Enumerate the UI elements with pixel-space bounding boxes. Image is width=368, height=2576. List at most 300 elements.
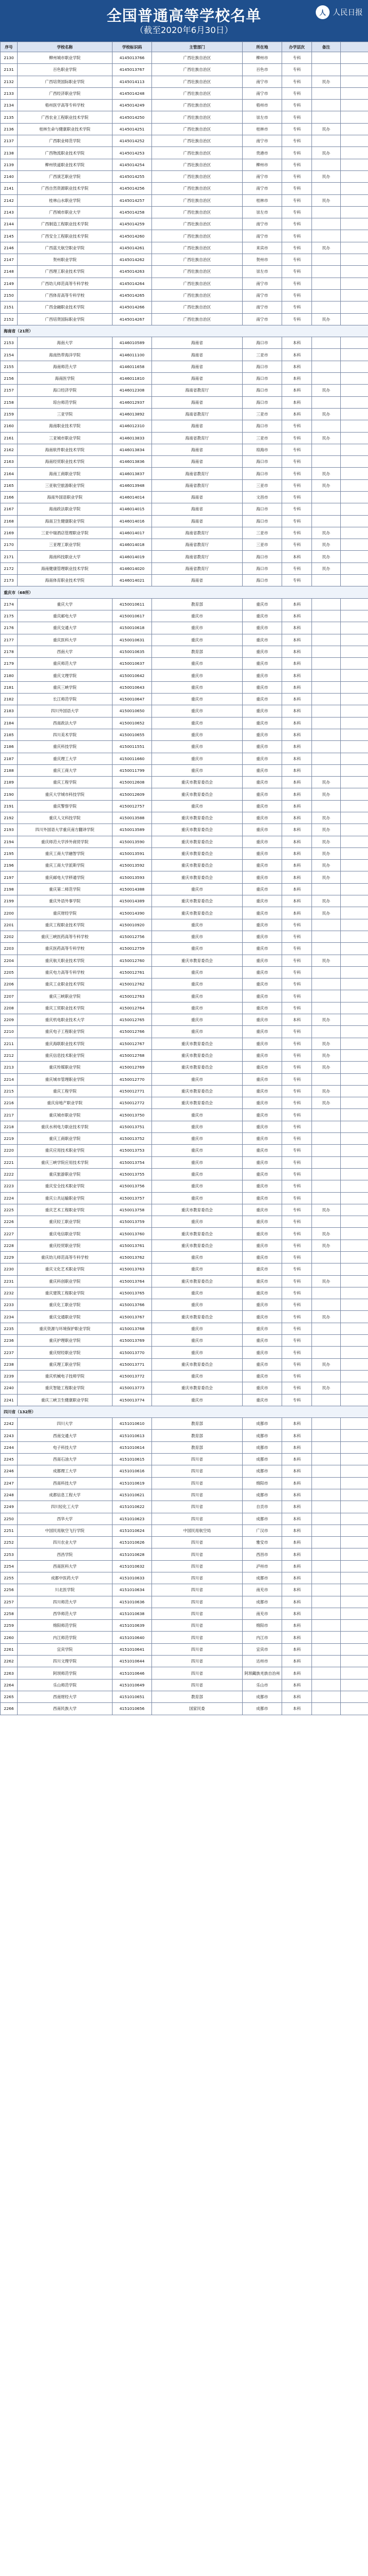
cell-level: 专科 — [282, 1323, 312, 1334]
cell-name: 广西职业师范学院 — [18, 135, 113, 147]
cell-blank — [341, 1002, 368, 1014]
cell-dept: 海南省 — [152, 456, 243, 468]
cell-level: 专科 — [282, 1275, 312, 1287]
cell-no: 2255 — [1, 1572, 18, 1584]
cell-note: 民办 — [312, 812, 341, 824]
cell-blank — [341, 1620, 368, 1632]
cell-dept: 重庆市 — [152, 658, 243, 670]
cell-dept: 重庆市 — [152, 1251, 243, 1263]
cell-name: 重庆医药高等专科学校 — [18, 943, 113, 955]
cell-level: 专科 — [282, 1394, 312, 1406]
cell-code: 4150012756 — [113, 931, 152, 942]
cell-no: 2136 — [1, 123, 18, 135]
cell-no: 2246 — [1, 1465, 18, 1477]
section-row — [1, 325, 368, 337]
cell-blank — [341, 871, 368, 883]
cell-code: 4150013762 — [113, 1251, 152, 1263]
cell-level: 专科 — [282, 301, 312, 313]
cell-no: 2188 — [1, 764, 18, 776]
cell-level: 本科 — [282, 361, 312, 372]
cell-blank — [341, 1121, 368, 1132]
cell-name: 重庆科技学院 — [18, 741, 113, 753]
cell-code: 4150010631 — [113, 634, 152, 646]
cell-note — [312, 183, 341, 194]
table-row — [1, 1085, 368, 1097]
cell-loc: 南宁市 — [243, 135, 282, 147]
cell-note: 民办 — [312, 955, 341, 966]
cell-level: 专科 — [282, 1251, 312, 1263]
cell-dept: 教育部 — [152, 598, 243, 610]
cell-note — [312, 1299, 341, 1311]
cell-no: 2232 — [1, 1287, 18, 1299]
cell-note — [312, 87, 341, 99]
cell-loc: 重庆市 — [243, 824, 282, 836]
cell-blank — [341, 135, 368, 147]
cell-no: 2248 — [1, 1489, 18, 1501]
cell-level: 本科 — [282, 1596, 312, 1608]
cell-level: 专科 — [282, 1204, 312, 1216]
cell-dept: 重庆市教育委员会 — [152, 1228, 243, 1240]
cell-loc: 文昌市 — [243, 491, 282, 503]
cell-level: 专科 — [282, 1358, 312, 1370]
cell-loc: 重庆市 — [243, 634, 282, 646]
table-row — [1, 432, 368, 444]
page-title: 全国普通高等学校名单 — [106, 7, 261, 25]
cell-name: 重庆电子工程职业学院 — [18, 1026, 113, 1038]
cell-name: 海南大学 — [18, 337, 113, 349]
cell-loc: 南宁市 — [243, 230, 282, 242]
cell-loc: 重庆市 — [243, 694, 282, 705]
cell-code: 4146012308 — [113, 385, 152, 396]
cell-dept: 重庆市教育委员会 — [152, 907, 243, 919]
cell-note: 民办 — [312, 1240, 341, 1251]
cell-blank — [341, 503, 368, 515]
cell-loc: 重庆市 — [243, 1382, 282, 1394]
cell-dept: 重庆市 — [152, 966, 243, 978]
table-row — [1, 111, 368, 123]
cell-code: 4145014113 — [113, 76, 152, 87]
cell-note — [312, 1489, 341, 1501]
cell-loc: 成都市 — [243, 1513, 282, 1525]
table-row — [1, 527, 368, 539]
cell-loc: 三亚市 — [243, 408, 282, 420]
cell-level: 专科 — [282, 1062, 312, 1073]
cell-level: 本科 — [282, 646, 312, 657]
cell-name: 广西蓝天航空职业学院 — [18, 242, 113, 254]
cell-loc: 重庆市 — [243, 907, 282, 919]
cell-loc: 达州市 — [243, 1656, 282, 1667]
table-row — [1, 183, 368, 194]
cell-blank — [341, 373, 368, 385]
cell-loc: 重庆市 — [243, 1251, 282, 1263]
cell-level: 专科 — [282, 539, 312, 551]
cell-note — [312, 1026, 341, 1038]
cell-note — [312, 800, 341, 812]
cell-loc: 贺州市 — [243, 254, 282, 266]
cell-name: 广西城市职业大学 — [18, 206, 113, 218]
cell-level: 本科 — [282, 1620, 312, 1632]
cell-blank — [341, 1251, 368, 1263]
table-row — [1, 1192, 368, 1204]
cell-name: 重庆三峡学院 — [18, 681, 113, 693]
cell-level: 专科 — [282, 1121, 312, 1132]
cell-note — [312, 717, 341, 729]
table-row — [1, 385, 368, 396]
cell-name: 重庆房地产职业学院 — [18, 1097, 113, 1109]
cell-code: 4150010643 — [113, 681, 152, 693]
cell-no: 2165 — [1, 479, 18, 491]
table-row — [1, 349, 368, 361]
cell-blank — [341, 1454, 368, 1465]
cell-name: 重庆城市职业学院 — [18, 1109, 113, 1121]
cell-no: 2193 — [1, 824, 18, 836]
cell-loc: 梧州市 — [243, 100, 282, 111]
cell-level: 专科 — [282, 278, 312, 289]
cell-dept: 海南省 — [152, 337, 243, 349]
cell-name: 重庆工程职业技术学院 — [18, 919, 113, 931]
cell-code: 4145014267 — [113, 313, 152, 325]
cell-name: 海南科技职业大学 — [18, 551, 113, 563]
cell-code: 4150013589 — [113, 824, 152, 836]
cell-dept: 四川省 — [152, 1465, 243, 1477]
cell-blank — [341, 598, 368, 610]
cell-dept: 重庆市教育委员会 — [152, 871, 243, 883]
table-row — [1, 575, 368, 586]
table-row — [1, 1656, 368, 1667]
cell-blank — [341, 87, 368, 99]
cell-no: 2195 — [1, 847, 18, 859]
cell-code: 4145014264 — [113, 278, 152, 289]
cell-level: 本科 — [282, 1014, 312, 1026]
cell-level: 专科 — [282, 218, 312, 230]
cell-code: 4150013752 — [113, 1133, 152, 1145]
cell-name: 重庆电力高等专科学校 — [18, 966, 113, 978]
cell-blank — [341, 1311, 368, 1323]
cell-blank — [341, 194, 368, 206]
cell-note: 民办 — [312, 1204, 341, 1216]
cell-level: 专科 — [282, 1002, 312, 1014]
cell-level: 本科 — [282, 1703, 312, 1715]
cell-note — [312, 1454, 341, 1465]
cell-name: 重庆三峡职业学院 — [18, 990, 113, 1002]
cell-name: 四川大学 — [18, 1418, 113, 1430]
cell-name: 重庆经贸职业学院 — [18, 1240, 113, 1251]
cell-loc: 重庆市 — [243, 1299, 282, 1311]
cell-loc: 重庆市 — [243, 1275, 282, 1287]
cell-loc: 南宁市 — [243, 301, 282, 313]
cell-dept: 教育部 — [152, 1691, 243, 1702]
cell-blank — [341, 361, 368, 372]
cell-code: 4150012609 — [113, 788, 152, 800]
cell-code: 4150012770 — [113, 1073, 152, 1085]
cell-loc: 崇左市 — [243, 266, 282, 278]
cell-no: 2260 — [1, 1632, 18, 1643]
cell-code: 4145014265 — [113, 289, 152, 301]
cell-name: 海南健康管理职业技术学院 — [18, 563, 113, 574]
table-row — [1, 646, 368, 657]
cell-name: 四川外国语大学重庆南方翻译学院 — [18, 824, 113, 836]
cell-no: 2217 — [1, 1109, 18, 1121]
cell-code: 4151010626 — [113, 1537, 152, 1548]
cell-note — [312, 1679, 341, 1691]
cell-level: 专科 — [282, 444, 312, 455]
cell-code: 4145014263 — [113, 266, 152, 278]
cell-loc: 海口市 — [243, 468, 282, 479]
cell-note — [312, 301, 341, 313]
cell-no: 2229 — [1, 1251, 18, 1263]
cell-level: 专科 — [282, 1145, 312, 1156]
cell-note — [312, 729, 341, 740]
cell-code: 4151010615 — [113, 1454, 152, 1465]
cell-dept: 重庆市教育委员会 — [152, 836, 243, 847]
cell-loc: 三亚市 — [243, 479, 282, 491]
cell-name: 西南石油大学 — [18, 1454, 113, 1465]
cell-note: 民办 — [312, 194, 341, 206]
cell-name: 重庆幼儿师范高等专科学校 — [18, 1251, 113, 1263]
cell-blank — [341, 1560, 368, 1572]
cell-level: 专科 — [282, 1287, 312, 1299]
cell-note — [312, 515, 341, 527]
cell-no: 2196 — [1, 860, 18, 871]
cell-note — [312, 931, 341, 942]
cell-note — [312, 491, 341, 503]
table-row — [1, 242, 368, 254]
table-row — [1, 170, 368, 182]
cell-dept: 重庆市教育委员会 — [152, 847, 243, 859]
cell-blank — [341, 1703, 368, 1715]
cell-name: 海南软件职业技术学院 — [18, 444, 113, 455]
table-row — [1, 563, 368, 574]
cell-loc: 三亚市 — [243, 432, 282, 444]
cell-note: 民办 — [312, 551, 341, 563]
cell-dept: 重庆市教育委员会 — [152, 812, 243, 824]
cell-code: 4150013760 — [113, 1228, 152, 1240]
cell-level: 本科 — [282, 1608, 312, 1619]
cell-dept: 重庆市教育委员会 — [152, 860, 243, 871]
cell-blank — [341, 563, 368, 574]
cell-loc: 成都市 — [243, 1454, 282, 1465]
cell-blank — [341, 1180, 368, 1192]
cell-note — [312, 764, 341, 776]
cell-code: 4151010639 — [113, 1620, 152, 1632]
cell-blank — [341, 979, 368, 990]
cell-no: 2167 — [1, 503, 18, 515]
cell-blank — [341, 836, 368, 847]
table-row — [1, 694, 368, 705]
cell-code: 4150013758 — [113, 1204, 152, 1216]
cell-dept: 广西壮族自治区 — [152, 289, 243, 301]
cell-note: 民办 — [312, 479, 341, 491]
cell-level: 专科 — [282, 1370, 312, 1382]
cell-code: 4150010920 — [113, 919, 152, 931]
cell-note: 民办 — [312, 385, 341, 396]
cell-code: 4146014016 — [113, 515, 152, 527]
table-row — [1, 278, 368, 289]
cell-loc: 重庆市 — [243, 717, 282, 729]
table-row — [1, 1287, 368, 1299]
cell-name: 梧州医学高等专科学校 — [18, 100, 113, 111]
cell-code: 4150013761 — [113, 1240, 152, 1251]
cell-name: 广西幼儿师范高等专科学校 — [18, 278, 113, 289]
cell-dept: 四川省 — [152, 1632, 243, 1643]
cell-blank — [341, 551, 368, 563]
cell-code: 4146013836 — [113, 456, 152, 468]
cell-no: 2252 — [1, 1537, 18, 1548]
cell-code: 4151010622 — [113, 1501, 152, 1513]
table-row — [1, 1441, 368, 1453]
table-row — [1, 1454, 368, 1465]
cell-no: 2241 — [1, 1394, 18, 1406]
table-row — [1, 729, 368, 740]
cell-no: 2226 — [1, 1216, 18, 1228]
cell-loc: 重庆市 — [243, 753, 282, 764]
cell-blank — [341, 76, 368, 87]
cell-note — [312, 943, 341, 955]
cell-loc: 重庆市 — [243, 1156, 282, 1168]
table-row — [1, 1501, 368, 1513]
cell-blank — [341, 1145, 368, 1156]
cell-name: 内江师范学院 — [18, 1632, 113, 1643]
cell-dept: 广西壮族自治区 — [152, 218, 243, 230]
cell-note — [312, 1465, 341, 1477]
cell-note — [312, 64, 341, 76]
cell-loc: 三亚市 — [243, 349, 282, 361]
cell-code: 4151010640 — [113, 1632, 152, 1643]
cell-no: 2202 — [1, 931, 18, 942]
cell-dept: 重庆市教育委员会 — [152, 1085, 243, 1097]
table-row — [1, 420, 368, 432]
cell-blank — [341, 895, 368, 907]
cell-code: 4146014020 — [113, 563, 152, 574]
cell-loc: 重庆市 — [243, 1287, 282, 1299]
cell-no: 2258 — [1, 1608, 18, 1619]
cell-name: 重庆医科大学 — [18, 634, 113, 646]
cell-level: 本科 — [282, 551, 312, 563]
table-row — [1, 658, 368, 670]
cell-name: 宜宾学院 — [18, 1643, 113, 1655]
cell-name: 重庆交通职业学院 — [18, 1311, 113, 1323]
table-row — [1, 777, 368, 788]
cell-code: 4150012767 — [113, 1038, 152, 1049]
cell-code: 4150011660 — [113, 753, 152, 764]
cell-level: 专科 — [282, 87, 312, 99]
table-row — [1, 515, 368, 527]
table-row — [1, 230, 368, 242]
cell-loc: 绵阳市 — [243, 1477, 282, 1489]
cell-level: 本科 — [282, 836, 312, 847]
table-row — [1, 895, 368, 907]
cell-note — [312, 159, 341, 170]
cell-no: 2187 — [1, 753, 18, 764]
cell-level: 专科 — [282, 931, 312, 942]
table-row — [1, 1513, 368, 1525]
cell-no: 2159 — [1, 408, 18, 420]
cell-loc: 重庆市 — [243, 1311, 282, 1323]
cell-level: 本科 — [282, 824, 312, 836]
cell-no: 2208 — [1, 1002, 18, 1014]
cell-dept: 重庆市教育委员会 — [152, 1275, 243, 1287]
cell-code: 4150012762 — [113, 979, 152, 990]
cell-level: 专科 — [282, 1263, 312, 1275]
cell-no: 2253 — [1, 1548, 18, 1560]
cell-dept: 中国民用航空局 — [152, 1525, 243, 1536]
cell-blank — [341, 1596, 368, 1608]
table-row — [1, 539, 368, 551]
cell-name: 桂林山水职业学院 — [18, 194, 113, 206]
cell-level: 专科 — [282, 527, 312, 539]
cell-no: 2219 — [1, 1133, 18, 1145]
cell-loc: 南宁市 — [243, 76, 282, 87]
cell-dept: 四川省 — [152, 1620, 243, 1632]
cell-code: 4146011658 — [113, 361, 152, 372]
cell-level: 本科 — [282, 670, 312, 681]
cell-code: 4150014388 — [113, 883, 152, 895]
cell-level: 专科 — [282, 1311, 312, 1323]
cell-no: 2250 — [1, 1513, 18, 1525]
cell-code: 4150013588 — [113, 812, 152, 824]
cell-code: 4150013770 — [113, 1347, 152, 1358]
cell-name: 四川师范大学 — [18, 1596, 113, 1608]
cell-blank — [341, 1216, 368, 1228]
cell-loc: 三亚市 — [243, 527, 282, 539]
cell-level: 本科 — [282, 1418, 312, 1430]
cell-blank — [341, 764, 368, 776]
cell-level: 本科 — [282, 907, 312, 919]
cell-no: 2242 — [1, 1418, 18, 1430]
cell-blank — [341, 337, 368, 349]
cell-note: 民办 — [312, 242, 341, 254]
cell-note — [312, 1323, 341, 1334]
table-row — [1, 764, 368, 776]
cell-code: 4150013771 — [113, 1358, 152, 1370]
cell-dept: 重庆市 — [152, 1347, 243, 1358]
cell-loc: 重庆市 — [243, 979, 282, 990]
cell-code: 4146014014 — [113, 491, 152, 503]
table-row — [1, 87, 368, 99]
cell-dept: 重庆市 — [152, 1014, 243, 1026]
cell-name: 重庆文化艺术职业学院 — [18, 1263, 113, 1275]
cell-loc: 重庆市 — [243, 990, 282, 1002]
cell-name: 重庆财经职业学院 — [18, 1347, 113, 1358]
cell-dept: 海南省教育厅 — [152, 468, 243, 479]
table-body — [1, 52, 368, 1715]
cell-loc: 重庆市 — [243, 895, 282, 907]
cell-loc: 重庆市 — [243, 883, 282, 895]
cell-no: 2237 — [1, 1347, 18, 1358]
table-row — [1, 1335, 368, 1347]
cell-name: 广西培贤国际职业学院 — [18, 76, 113, 87]
cell-code: 4146014017 — [113, 527, 152, 539]
cell-blank — [341, 860, 368, 871]
cell-code: 4146012310 — [113, 420, 152, 432]
cell-code: 4151010632 — [113, 1560, 152, 1572]
table-row — [1, 1038, 368, 1049]
cell-blank — [341, 385, 368, 396]
cell-level: 本科 — [282, 895, 312, 907]
cell-note — [312, 266, 341, 278]
cell-level: 本科 — [282, 729, 312, 740]
cell-name: 西南大学 — [18, 646, 113, 657]
cell-no: 2225 — [1, 1204, 18, 1216]
cell-code: 4150010642 — [113, 670, 152, 681]
cell-note: 民办 — [312, 895, 341, 907]
cell-name: 重庆工贸职业技术学院 — [18, 1002, 113, 1014]
table-row — [1, 1204, 368, 1216]
cell-name: 重庆航天职业技术学院 — [18, 955, 113, 966]
cell-level: 专科 — [282, 266, 312, 278]
cell-dept: 海南省 — [152, 575, 243, 586]
cell-loc: 柳州市 — [243, 159, 282, 170]
